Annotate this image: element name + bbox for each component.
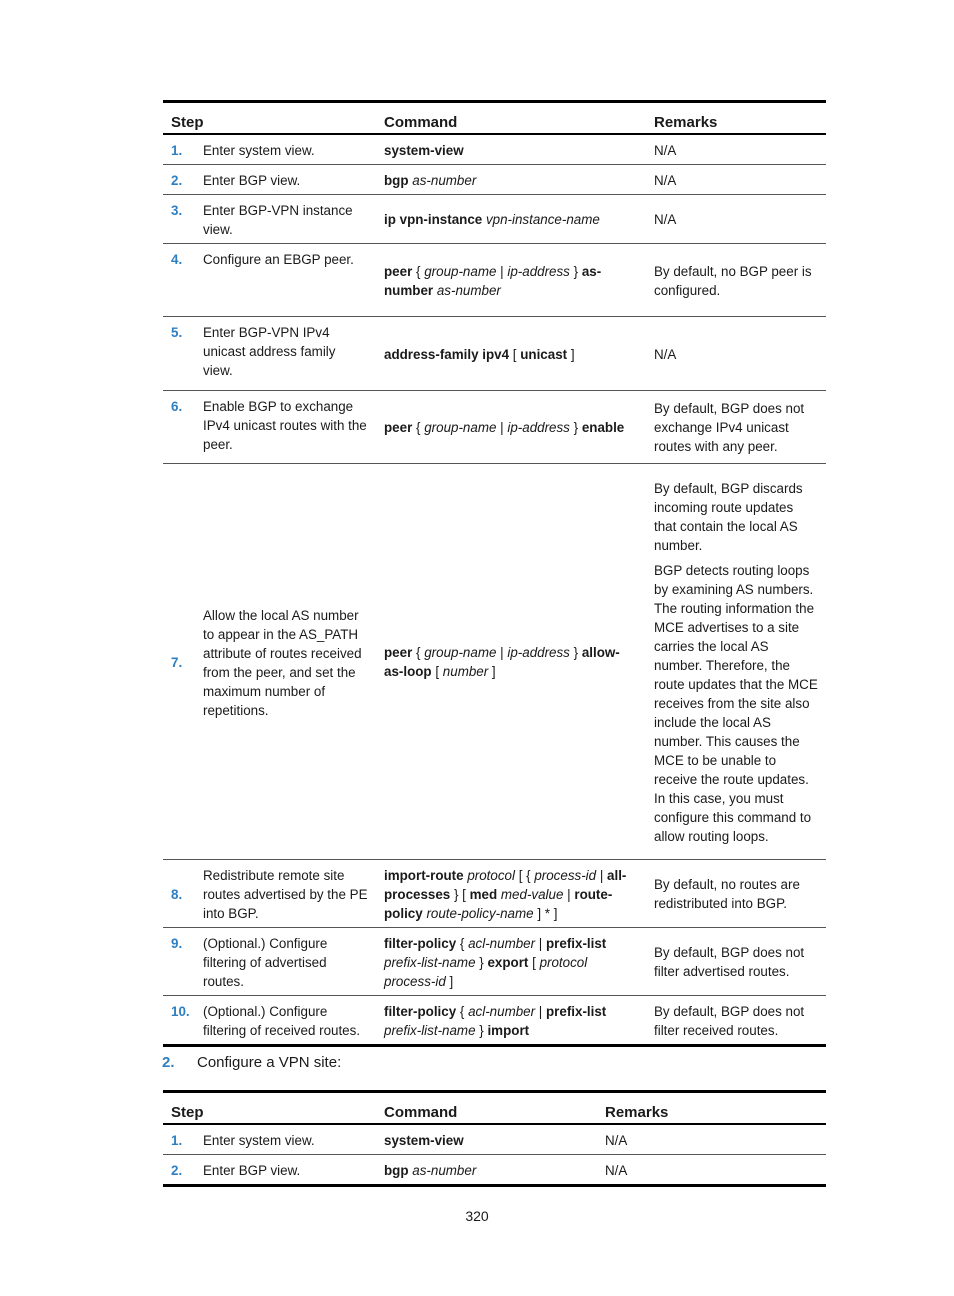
command-keyword: import-route	[384, 867, 464, 883]
table-row	[163, 391, 826, 464]
command-keyword: med	[469, 886, 498, 902]
command-keyword: system-view	[384, 1132, 464, 1148]
command-argument: vpn-instance-name	[485, 212, 600, 227]
remark-paragraph: N/A	[605, 1162, 628, 1178]
step-number: 8.	[163, 860, 195, 928]
table-row	[163, 317, 826, 391]
table-row	[163, 464, 826, 860]
remarks	[646, 195, 826, 244]
step-description: Configure an EBGP peer.	[195, 244, 376, 317]
command-punctuation: ]	[445, 973, 454, 989]
step-number: 7.	[163, 464, 195, 860]
list-item-configure-vpn-site	[162, 1054, 341, 1071]
table-header-row	[163, 102, 826, 135]
remark-paragraph: By default, BGP discards incoming route updates that contain the local AS number.	[654, 480, 803, 553]
step-description: Enable BGP to exchange IPv4 unicast routes with the peer.	[195, 391, 376, 464]
remark-paragraph: N/A	[605, 1132, 628, 1148]
step-description: (Optional.) Configure filtering of received routes.	[195, 996, 376, 1046]
header-remarks: Remarks	[646, 102, 826, 135]
table-row	[163, 165, 826, 195]
command-argument: as-number	[412, 1162, 477, 1178]
remark-paragraph: N/A	[654, 142, 677, 158]
command-punctuation: ]	[567, 346, 575, 362]
command-punctuation: }	[569, 263, 582, 279]
command-argument: group-name	[424, 645, 497, 660]
remark-paragraph: N/A	[654, 172, 677, 188]
command-argument: protocol	[467, 867, 515, 883]
command-keyword: filter-policy	[384, 935, 457, 951]
remarks	[646, 860, 826, 928]
command-keyword: enable	[581, 420, 625, 435]
remarks	[646, 464, 826, 860]
table-row	[163, 1155, 826, 1186]
command-keyword: unicast	[520, 346, 568, 362]
command-punctuation: ] * ]	[533, 905, 558, 921]
command-argument: ip-address	[507, 645, 570, 660]
remark-paragraph: By default, BGP does not filter advertised routes.	[654, 945, 805, 979]
command-punctuation: |	[596, 867, 608, 883]
remarks	[646, 928, 826, 996]
header-command: Command	[376, 1092, 597, 1125]
table-row	[163, 1124, 826, 1155]
remark-paragraph: By default, BGP does not filter received routes.	[654, 1003, 805, 1038]
header-step: Step	[163, 1092, 376, 1125]
command-keyword: route-policy	[384, 886, 613, 921]
remarks	[597, 1155, 826, 1186]
command-syntax	[376, 1124, 597, 1155]
table-row	[163, 244, 826, 317]
command-punctuation: [	[431, 664, 443, 679]
remarks	[646, 244, 826, 317]
command-keyword: peer	[384, 263, 413, 279]
command-syntax	[376, 1155, 597, 1186]
command-punctuation: {	[412, 645, 425, 660]
list-item-number: 2.	[162, 1054, 175, 1071]
remarks	[646, 391, 826, 464]
page-number: 320	[465, 1208, 489, 1224]
command-punctuation: }	[475, 954, 488, 970]
command-keyword: peer	[384, 645, 413, 660]
command-syntax	[376, 244, 646, 317]
step-description: Redistribute remote site routes advertised by the PE into BGP.	[195, 860, 376, 928]
remark-paragraph: N/A	[654, 346, 677, 362]
command-argument: process-id	[534, 867, 597, 883]
bgp-config-table	[163, 100, 826, 1047]
step-description: Allow the local AS number to appear in the AS_PATH attribute of routes received from the peer, and set the maximum number of repetitions.	[195, 464, 376, 860]
command-keyword: filter-policy	[384, 1003, 457, 1019]
table-header-row	[163, 1092, 826, 1125]
command-keyword: system-view	[384, 142, 464, 158]
vpn-site-table	[163, 1090, 826, 1187]
header-step: Step	[163, 102, 376, 135]
remark-paragraph: BGP detects routing loops by examining AS numbers. The routing information the MCE advertises to a site carries the local AS number. Therefore, the route updates that the MCE receives from the site also include the local AS number. This causes the MCE to be unable to receive the route updates. In this case, you must configure this command to allow routing loops.	[654, 562, 818, 844]
remark-paragraph: By default, BGP does not exchange IPv4 unicast routes with any peer.	[654, 401, 805, 454]
remark-paragraph: By default, no BGP peer is configured.	[654, 263, 812, 298]
command-argument: process-id	[384, 973, 446, 989]
table-body	[163, 134, 826, 1046]
header-remarks: Remarks	[597, 1092, 826, 1125]
remarks	[646, 996, 826, 1046]
command-punctuation: } [	[450, 886, 470, 902]
table-row	[163, 134, 826, 165]
command-punctuation: }	[569, 645, 582, 660]
command-keyword: bgp	[384, 172, 409, 188]
command-argument: number	[442, 664, 489, 679]
command-keyword: peer	[384, 420, 413, 435]
header-command: Command	[376, 102, 646, 135]
command-argument: as-number	[436, 282, 501, 298]
command-punctuation: [	[509, 346, 521, 362]
command-punctuation: [	[528, 954, 540, 970]
command-punctuation: |	[496, 263, 508, 279]
step-description: Enter BGP-VPN instance view.	[195, 195, 376, 244]
command-punctuation: |	[535, 1003, 546, 1019]
list-item-text: Configure a VPN site:	[197, 1054, 342, 1071]
command-punctuation: |	[496, 645, 508, 660]
command-argument: med-value	[500, 886, 564, 902]
command-syntax	[376, 195, 646, 244]
step-description: Enter system view.	[195, 1124, 376, 1155]
command-argument: prefix-list-name	[384, 954, 476, 970]
step-description: Enter BGP-VPN IPv4 unicast address family view.	[195, 317, 376, 391]
command-punctuation: {	[412, 420, 425, 435]
command-punctuation: |	[496, 420, 508, 435]
command-syntax	[376, 165, 646, 195]
command-punctuation: }	[569, 420, 582, 435]
command-argument: as-number	[412, 172, 477, 188]
command-punctuation: {	[456, 935, 469, 951]
command-syntax	[376, 996, 646, 1046]
command-keyword: ip vpn-instance	[384, 212, 483, 227]
command-argument: group-name	[424, 420, 497, 435]
command-punctuation: ]	[488, 664, 496, 679]
remark-paragraph: By default, no routes are redistributed into BGP.	[654, 877, 800, 911]
step-number: 6.	[163, 391, 195, 464]
step-number: 1.	[163, 134, 195, 165]
command-punctuation: {	[412, 263, 425, 279]
step-number: 2.	[163, 165, 195, 195]
command-argument: protocol	[539, 954, 588, 970]
command-keyword: all-processes	[384, 867, 627, 902]
command-argument: route-policy-name	[426, 905, 534, 921]
command-argument: ip-address	[507, 263, 570, 279]
step-description: (Optional.) Configure filtering of advertised routes.	[195, 928, 376, 996]
remarks	[646, 317, 826, 391]
command-argument: prefix-list-name	[384, 1022, 476, 1038]
step-number: 2.	[163, 1155, 195, 1186]
table-row	[163, 195, 826, 244]
step-number: 4.	[163, 244, 195, 317]
table-row	[163, 996, 826, 1046]
step-number: 1.	[163, 1124, 195, 1155]
step-description: Enter system view.	[195, 134, 376, 165]
command-punctuation: |	[535, 935, 546, 951]
step-number: 3.	[163, 195, 195, 244]
command-argument: ip-address	[507, 420, 570, 435]
remarks	[646, 134, 826, 165]
remarks	[646, 165, 826, 195]
command-keyword: prefix-list	[546, 1003, 607, 1019]
command-argument: group-name	[424, 263, 497, 279]
step-number: 10.	[163, 996, 195, 1046]
table-body	[163, 1124, 826, 1186]
step-number: 5.	[163, 317, 195, 391]
command-syntax	[376, 464, 646, 860]
command-keyword: prefix-list	[546, 935, 607, 951]
command-punctuation: }	[475, 1022, 488, 1038]
step-number: 9.	[163, 928, 195, 996]
step-description: Enter BGP view.	[195, 165, 376, 195]
command-syntax	[376, 928, 646, 996]
command-keyword: import	[487, 1022, 530, 1038]
command-keyword: as-number	[384, 263, 602, 298]
table-row	[163, 860, 826, 928]
command-syntax	[376, 317, 646, 391]
command-argument: acl-number	[468, 935, 536, 951]
command-argument: acl-number	[468, 1003, 536, 1019]
table-row	[163, 928, 826, 996]
command-keyword: address-family ipv4	[384, 346, 510, 362]
step-description: Enter BGP view.	[195, 1155, 376, 1186]
command-syntax	[376, 391, 646, 464]
command-punctuation: |	[563, 886, 575, 902]
command-keyword: bgp	[384, 1162, 409, 1178]
command-syntax	[376, 860, 646, 928]
command-punctuation: {	[456, 1003, 469, 1019]
remarks	[597, 1124, 826, 1155]
command-syntax	[376, 134, 646, 165]
command-keyword: allow-as-loop	[384, 645, 620, 679]
command-punctuation: [ {	[514, 867, 535, 883]
remark-paragraph: N/A	[654, 212, 677, 227]
command-keyword: export	[487, 954, 529, 970]
